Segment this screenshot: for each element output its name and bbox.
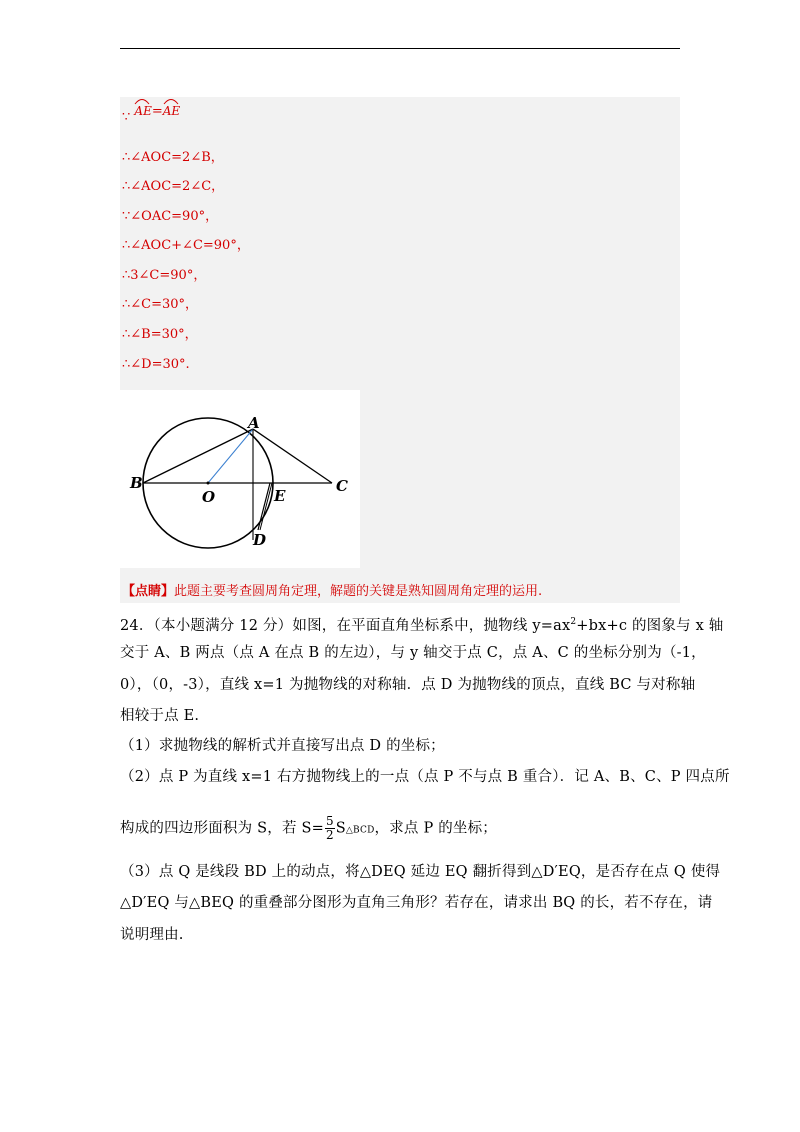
question-part-2-line-1: （2）点 P 为直线 x=1 右方抛物线上的一点（点 P 不与点 B 重合）．记 A、B、C、P 四点所 bbox=[120, 769, 730, 785]
header-rule bbox=[120, 48, 680, 49]
arc-equals: = bbox=[151, 104, 163, 119]
step-4: ∴∠AOC+∠C=90°， bbox=[122, 238, 250, 253]
because-symbol: ∵ bbox=[122, 110, 131, 125]
line-ac bbox=[253, 429, 332, 483]
line-ba bbox=[143, 429, 253, 483]
step-7: ∴∠B=30°， bbox=[122, 327, 198, 342]
arc-equality-line bbox=[122, 103, 181, 125]
question-part-3-line-2: △D′EQ 与△BEQ 的重叠部分图形为直角三角形？若存在，请求出 BQ 的长，若不存在，请 bbox=[120, 895, 713, 911]
label-b: B bbox=[130, 474, 143, 492]
comment-tag: 【点睛】 bbox=[122, 584, 175, 599]
solution-box bbox=[120, 97, 680, 603]
arc-mark-icon bbox=[134, 97, 150, 105]
step-6: ∴∠C=30°， bbox=[122, 297, 199, 312]
label-a: A bbox=[248, 414, 260, 432]
arc-ae-left: AE bbox=[134, 103, 151, 119]
question-line-1: 24．（本小题满分 12 分）如图，在平面直角坐标系中，抛物线 $y=ax^2+bx+c$ 的图象与 x 轴 bbox=[120, 617, 724, 634]
question-part-3-line-3: 说明理由. bbox=[120, 927, 184, 943]
arc-ae-right: AE bbox=[163, 103, 180, 119]
step-1: ∴∠AOC=2∠B， bbox=[122, 150, 224, 165]
question-line-2: 交于 A、B 两点（点 A 在点 B 的左边），与 y 轴交于点 C，点 A、C 的坐标分别为（-1， bbox=[120, 645, 706, 661]
line-ed-2 bbox=[260, 483, 272, 530]
fraction-5-2: $\frac{5}{2}$ bbox=[325, 814, 334, 842]
circle-diagram bbox=[120, 390, 360, 568]
question-part-1: （1）求抛物线的解析式并直接写出点 D 的坐标； bbox=[120, 738, 445, 754]
question-line-4: 相较于点 E. bbox=[120, 708, 200, 724]
label-d: D bbox=[253, 531, 267, 549]
geometry-figure bbox=[120, 390, 360, 568]
label-c: C bbox=[336, 477, 348, 495]
step-3: ∵∠OAC=90°， bbox=[122, 209, 219, 224]
step-5: ∴3∠C=90°， bbox=[122, 268, 207, 283]
label-o: O bbox=[202, 488, 216, 506]
question-part-3-line-1: （3）点 Q 是线段 BD 上的动点，将△DEQ 延边 EQ 翻折得到△D′EQ，是否存在点 Q 使得 bbox=[120, 864, 721, 880]
arc-mark-icon bbox=[163, 97, 179, 105]
question-line-3: 0），（0，-3），直线 x=1 为抛物线的对称轴．点 D 为抛物线的顶点，直线 BC 与对称轴 bbox=[120, 677, 696, 693]
point-o bbox=[207, 482, 210, 485]
step-2: ∴∠AOC=2∠C， bbox=[122, 179, 225, 194]
step-8: ∴∠D=30°. bbox=[122, 357, 190, 372]
line-oa bbox=[208, 429, 253, 483]
question-part-2-line-2: 构成的四边形面积为 S，若 S= $\frac{5}{2}$ S△BCD，求点 P 的坐标； bbox=[120, 814, 498, 842]
comment-text: 此题主要考查圆周角定理，解题的关键是熟知圆周角定理的运用. bbox=[174, 584, 543, 599]
label-e: E bbox=[274, 487, 286, 505]
comment-line bbox=[122, 583, 542, 601]
